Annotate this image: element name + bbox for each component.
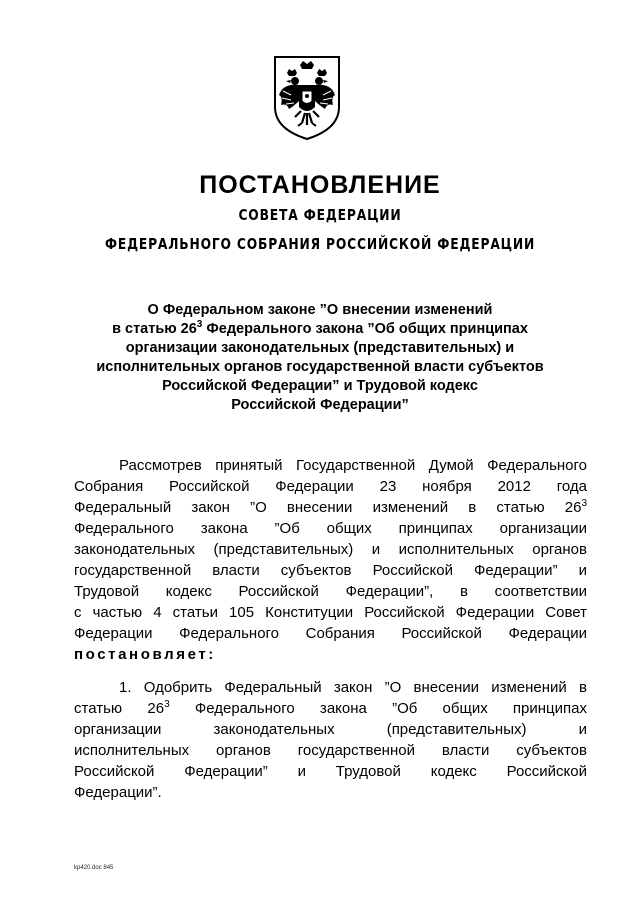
- superscript: 3: [164, 699, 170, 710]
- subject-line: в статью $26^3$ Федерального закона ”Об общих принципах: [112, 319, 528, 337]
- document-body: [74, 455, 587, 803]
- preamble-line: законодательных (представительных) и исполнительных органов: [74, 541, 587, 558]
- subject-line: О Федеральном законе ”О внесении изменений: [147, 302, 493, 318]
- issuing-body-line1: СОВЕТА ФЕДЕРАЦИИ: [238, 206, 402, 224]
- preamble-line: Федерального закона ”Об общих принципах организации: [74, 520, 587, 537]
- document-subject: [0, 301, 640, 415]
- superscript: 3: [581, 498, 587, 509]
- preamble-line: государственной власти субъектов Российской Федерации” и: [74, 562, 587, 579]
- preamble-line: Федерации Федерального Собрания Российской Федерации: [74, 625, 587, 642]
- item1-line: организации законодательных (представительных) и: [74, 721, 587, 738]
- subject-line: организации законодательных (представительных) и: [125, 340, 515, 356]
- item1-line: 1. Одобрить Федеральный закон ”О внесении изменений в: [119, 679, 587, 696]
- item1-line: исполнительных органов государственной власти субъектов: [74, 742, 587, 759]
- subject-line: Российской Федерации”: [231, 397, 409, 413]
- preamble-line: Федеральный закон ”О внесении изменений в статью $26^3$: [74, 498, 587, 516]
- preamble-line: с частью 4 статьи 105 Конституции Российской Федерации Совет: [74, 604, 587, 621]
- file-code-footer: kp420.doc 845: [74, 865, 114, 871]
- decree-word: постановляет:: [74, 646, 216, 663]
- subject-line: исполнительных органов государственной власти субъектов: [96, 359, 544, 375]
- item1-line: Федерации”.: [74, 784, 162, 801]
- preamble-line: Трудовой кодекс Российской Федерации”, в соответствии: [74, 583, 587, 600]
- document-title: ПОСТАНОВЛЕНИЕ: [199, 171, 441, 199]
- coat-of-arms-emblem: [269, 55, 345, 141]
- item1-line: статью $26^3$ Федерального закона ”Об общих принципах: [74, 699, 587, 717]
- superscript: 3: [196, 319, 203, 330]
- item1-line: Российской Федерации” и Трудовой кодекс Российской: [74, 763, 587, 780]
- preamble-line: Собрания Российской Федерации 23 ноября 2012 года: [74, 478, 587, 495]
- preamble-line: Рассмотрев принятый Государственной Думой Федерального: [119, 457, 587, 474]
- issuing-body-line2: ФЕДЕРАЛЬНОГО СОБРАНИЯ РОССИЙСКОЙ ФЕДЕРАЦИИ: [104, 235, 536, 253]
- subject-line: Российской Федерации” и Трудовой кодекс: [162, 378, 478, 394]
